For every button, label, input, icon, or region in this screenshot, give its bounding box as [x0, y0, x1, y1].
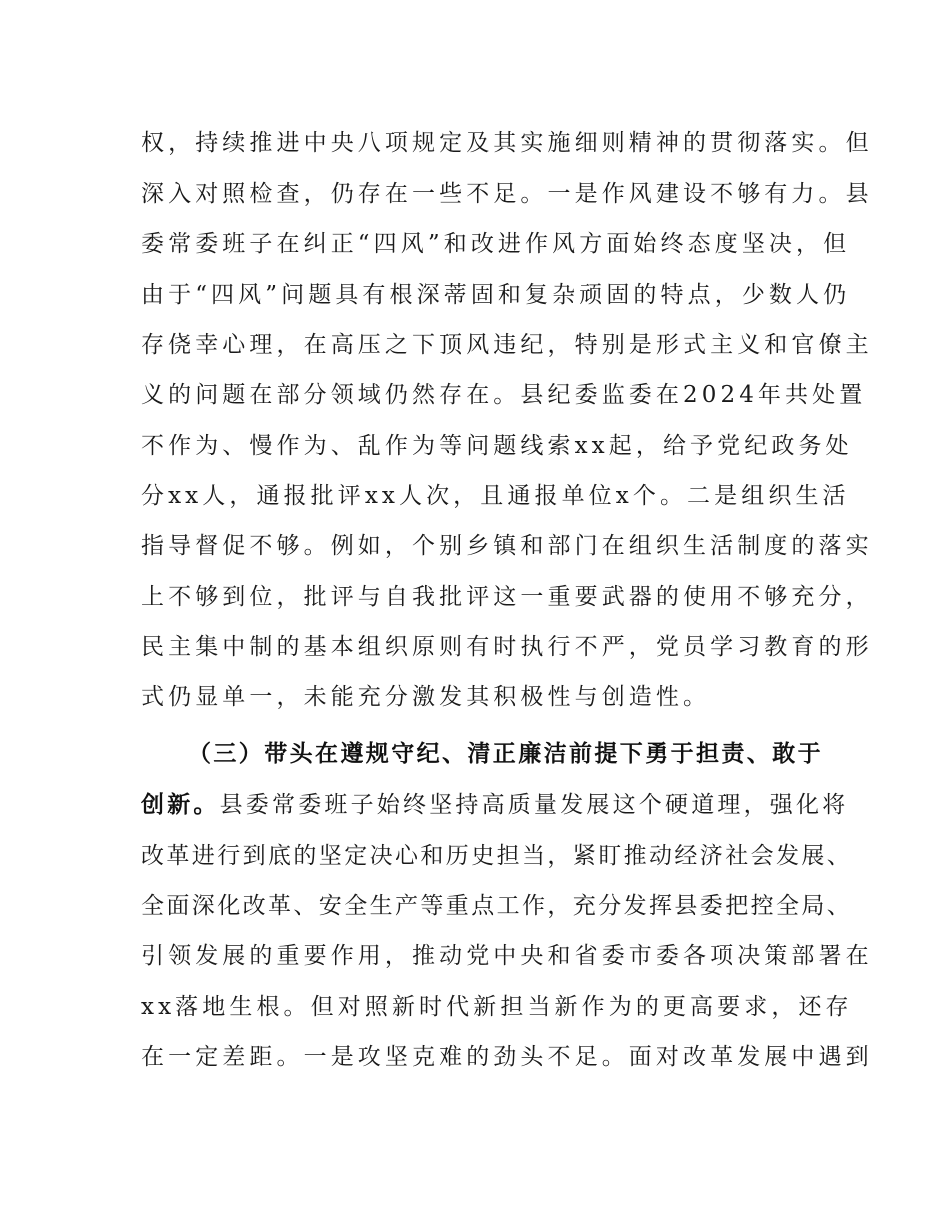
section-heading-continuation	[141, 790, 848, 820]
paragraph-line: 由于“四风”问题具有根深蒂固和复杂顽固的特点，少数人仍	[141, 282, 851, 308]
paragraph-line: 式仍显单一，未能充分激发其积极性与创造性。	[141, 684, 711, 710]
section-heading-end: 创新。	[141, 792, 220, 818]
paragraph-line: 民主集中制的基本组织原则有时执行不严，党员学习教育的形	[141, 634, 873, 660]
paragraph-line: 在一定差距。一是攻坚克难的劲头不足。面对改革发展中遇到	[141, 1044, 873, 1070]
paragraph-line: xx落地生根。但对照新时代新担当新作为的更高要求，还存	[141, 994, 853, 1020]
section-text: 县委常委班子始终坚持高质量发展这个硬道理，强化将	[219, 792, 849, 818]
section-heading: （三）带头在遵规守纪、清正廉洁前提下勇于担责、敢于	[188, 741, 823, 767]
paragraph-line: 不作为、慢作为、乱作为等问题线索xx起，给予党纪政务处	[141, 433, 853, 459]
paragraph-line: 改革进行到底的坚定决心和历史担当，紧盯推动经济社会发展、	[141, 843, 853, 869]
paragraph-line: 指导督促不够。例如，个别乡镇和部门在组织生活制度的落实	[141, 533, 873, 559]
paragraph-line: 深入对照检查，仍存在一些不足。一是作风建设不够有力。县	[141, 181, 873, 207]
paragraph-line: 分xx人，通报批评xx人次，且通报单位x个。二是组织生活	[141, 483, 850, 509]
paragraph-line: 义的问题在部分领域仍然存在。县纪委监委在2024年共处置	[141, 382, 867, 408]
paragraph-line: 委常委班子在纠正“四风”和改进作风方面始终态度坚决，但	[141, 231, 851, 257]
paragraph-line: 存侥幸心理，在高压之下顶风违纪，特别是形式主义和官僚主	[141, 332, 873, 358]
paragraph-line: 引领发展的重要作用，推动党中央和省委市委各项决策部署在	[141, 943, 873, 969]
paragraph-line: 权，持续推进中央八项规定及其实施细则精神的贯彻落实。但	[141, 130, 873, 156]
paragraph-line: 全面深化改革、安全生产等重点工作，充分发挥县委把控全局、	[141, 893, 853, 919]
paragraph-line: 上不够到位，批评与自我批评这一重要武器的使用不够充分，	[141, 584, 873, 610]
